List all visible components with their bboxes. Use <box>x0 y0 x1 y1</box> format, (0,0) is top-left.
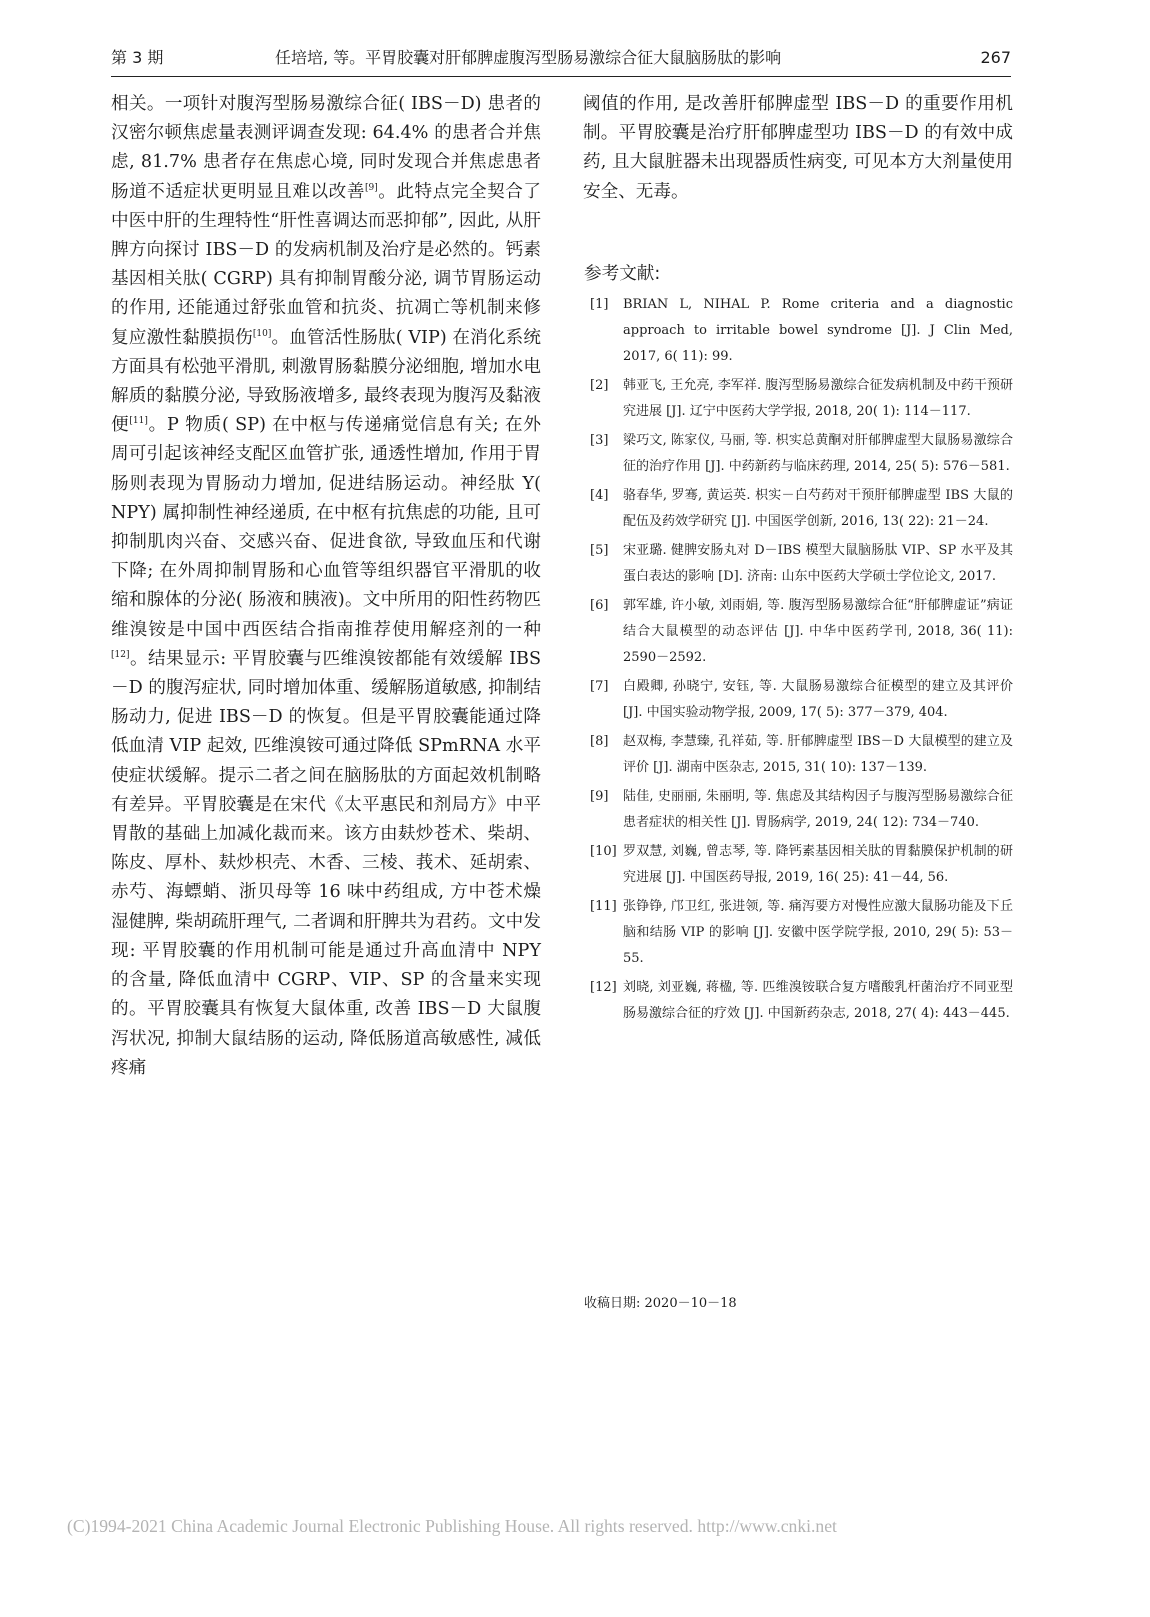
header-rule <box>111 76 1011 77</box>
body-right-column <box>583 90 1013 207</box>
reference-text: 宋亚璐. 健脾安肠丸对 D－IBS 模型大鼠脑肠肽 VIP、SP 水平及其蛋白表达的影响 [D]. 济南: 山东中医药大学硕士学位论文, 2017. <box>623 543 1013 584</box>
reference-number: [4] <box>590 488 609 503</box>
body-text-segment: 相关。一项针对腹泻型肠易激综合征( IBS－D) 患者的汉密尔顿焦虑量表测评调查发现: 64.4% 的患者合并焦虑, 81.7% 患者存在焦虑心境, 同时发现合并焦虑患者肠道不适症状更明显且难以改善 <box>111 94 541 202</box>
reference-text: 梁巧文, 陈家仪, 马丽, 等. 枳实总黄酮对肝郁脾虚型大鼠肠易激综合征的治疗作用 [J]. 中药新药与临床药理, 2014, 25( 5): 576－581. <box>623 433 1013 474</box>
reference-list <box>590 292 1013 1030</box>
running-header <box>111 44 1011 72</box>
reference-item <box>590 674 1013 726</box>
body-paragraph: 阈值的作用, 是改善肝郁脾虚型 IBS－D 的重要作用机制。平胃胶囊是治疗肝郁脾虚型功 IBS－D 的有效中成药, 且大鼠脏器未出现器质性病变, 可见本方大剂量使用安全、无毒。 <box>583 94 1013 202</box>
reference-number: [7] <box>590 679 609 694</box>
reference-item <box>590 975 1013 1027</box>
copyright-footer: (C)1994-2021 China Academic Journal Electronic Publishing House. All rights reserved. http://www.cnki.net <box>67 1516 837 1536</box>
citation-marker: [9] <box>364 182 378 193</box>
reference-number: [9] <box>590 789 609 804</box>
reference-text: 刘晓, 刘亚巍, 蒋楹, 等. 匹维溴铵联合复方嗜酸乳杆菌治疗不同亚型肠易激综合征的疗效 [J]. 中国新药杂志, 2018, 27( 4): 443－445. <box>623 980 1013 1021</box>
issue-number: 第 3 期 <box>111 48 164 67</box>
references-heading: 参考文献: <box>584 264 661 284</box>
reference-item <box>590 593 1013 671</box>
reference-number: [12] <box>590 980 617 995</box>
reference-text: 罗双慧, 刘巍, 曾志琴, 等. 降钙素基因相关肽的胃黏膜保护机制的研究进展 [J]. 中国医药导报, 2019, 16( 25): 41－44, 56. <box>623 844 1013 885</box>
reference-item <box>590 292 1013 370</box>
reference-item <box>590 839 1013 891</box>
citation-marker: [10] <box>252 328 272 339</box>
reference-number: [10] <box>590 844 617 859</box>
received-date: 收稿日期: 2020－10－18 <box>584 1296 737 1311</box>
reference-text: 郭军雄, 许小敏, 刘雨娟, 等. 腹泻型肠易激综合征“肝郁脾虚证”病证结合大鼠模型的动态评估 [J]. 中华中医药学刊, 2018, 36( 11): 2590－2592. <box>623 598 1013 665</box>
reference-number: [3] <box>590 433 609 448</box>
running-title: 任培培, 等。平胃胶囊对肝郁脾虚腹泻型肠易激综合征大鼠脑肠肽的影响 <box>275 48 782 67</box>
reference-item <box>590 894 1013 972</box>
reference-item <box>590 729 1013 781</box>
reference-number: [1] <box>590 297 609 312</box>
body-text-segment: 。此特点完全契合了中医中肝的生理特性“肝性喜调达而恶抑郁”, 因此, 从肝脾方向探讨 IBS－D 的发病机制及治疗是必然的。钙素基因相关肽( CGRP) 具有抑制胃酸分泌, 调节胃肠运动的作用, 还能通过舒张血管和抗炎、抗凋亡等机制来修复应激性黏膜损伤 <box>111 181 541 348</box>
body-left-column <box>111 90 541 1083</box>
reference-text: 张铮铮, 邝卫红, 张进领, 等. 痛泻要方对慢性应激大鼠肠功能及下丘脑和结肠 VIP 的影响 [J]. 安徽中医学院学报, 2010, 29( 5): 53－55. <box>623 899 1013 966</box>
body-text-segment: 。P 物质( SP) 在中枢与传递痛觉信息有关; 在外周可引起该神经支配区血管扩张, 通透性增加, 作用于胃肠则表现为胃肠动力增加, 促进结肠运动。神经肽 Y( NPY) 属抑制性神经递质, 在中枢有抗焦虑的功能, 且可抑制肌肉兴奋、交感兴奋、促进食欲, 导致血压和代谢下降; 在外周抑制胃肠和心血管等组织器官平滑肌的收缩和腺体的分泌( 肠液和胰液)。文中所用的阳性药物匹维溴铵是中国中西医结合指南推荐使用解痉剂的一种 <box>111 415 541 640</box>
reference-text: 韩亚飞, 王允亮, 李军祥. 腹泻型肠易激综合征发病机制及中药干预研究进展 [J]. 辽宁中医药大学学报, 2018, 20( 1): 114－117. <box>623 378 1013 419</box>
reference-item <box>590 428 1013 480</box>
reference-number: [6] <box>590 598 609 613</box>
reference-text: 陆佳, 史丽丽, 朱丽明, 等. 焦虑及其结构因子与腹泻型肠易激综合征患者症状的相关性 [J]. 胃肠病学, 2019, 24( 12): 734－740. <box>623 789 1013 830</box>
reference-item <box>590 538 1013 590</box>
citation-marker: [11] <box>129 416 148 427</box>
reference-number: [2] <box>590 378 609 393</box>
reference-item <box>590 784 1013 836</box>
body-paragraph <box>111 90 541 1083</box>
citation-marker: [12] <box>111 650 130 660</box>
reference-item <box>590 483 1013 535</box>
reference-item <box>590 373 1013 425</box>
reference-text: BRIAN L, NIHAL P. Rome criteria and a diagnostic approach to irritable bowel syndrome [J]. J Clin Med, 2017, 6( 11): 99. <box>623 297 1013 364</box>
page-number: 267 <box>980 48 1011 67</box>
reference-text: 白殿卿, 孙晓宁, 安钰, 等. 大鼠肠易激综合征模型的建立及其评价 [J]. 中国实验动物学报, 2009, 17( 5): 377－379, 404. <box>623 679 1013 720</box>
reference-text: 赵双梅, 李慧臻, 孔祥茹, 等. 肝郁脾虚型 IBS－D 大鼠模型的建立及评价 [J]. 湖南中医杂志, 2015, 31( 10): 137－139. <box>623 734 1013 775</box>
body-text-segment: 。结果显示: 平胃胶囊与匹维溴铵都能有效缓解 IBS－D 的腹泻症状, 同时增加体重、缓解肠道敏感, 抑制结肠动力, 促进 IBS－D 的恢复。但是平胃胶囊能通过降低血清 VIP 起效, 匹维溴铵可通过降低 SPmRNA 水平使症状缓解。提示二者之间在脑肠肽的方面起效机制略有差异。平胃胶囊是在宋代《太平惠民和剂局方》中平胃散的基础上加减化裁而来。该方由麸炒苍术、柴胡、陈皮、厚朴、麸炒枳壳、木香、三棱、莪术、延胡索、赤芍、海螵蛸、浙贝母等 16 味中药组成, 方中苍术燥湿健脾, 柴胡疏肝理气, 二者调和肝脾共为君药。文中发现: 平胃胶囊的作用机制可能是通过升高血清中 NPY 的含量, 降低血清中 CGRP、VIP、SP 的含量来实现的。平胃胶囊具有恢复大鼠体重, 改善 IBS－D 大鼠腹泻状况, 抑制大鼠结肠的运动, 降低肠道高敏感性, 减低疼痛 <box>111 648 541 1078</box>
reference-text: 骆春华, 罗骞, 黄运英. 枳实－白芍药对干预肝郁脾虚型 IBS 大鼠的配伍及药效学研究 [J]. 中国医学创新, 2016, 13( 22): 21－24. <box>623 488 1013 529</box>
reference-number: [5] <box>590 543 609 558</box>
body-text-segment: 。血管活性肠肽( VIP) 在消化系统方面具有松弛平滑肌, 刺激胃肠黏膜分泌细胞, 增加水电解质的黏膜分泌, 导致肠液增多, 最终表现为腹泻及黏液便 <box>111 327 541 436</box>
reference-number: [11] <box>590 899 617 914</box>
reference-number: [8] <box>590 734 609 749</box>
